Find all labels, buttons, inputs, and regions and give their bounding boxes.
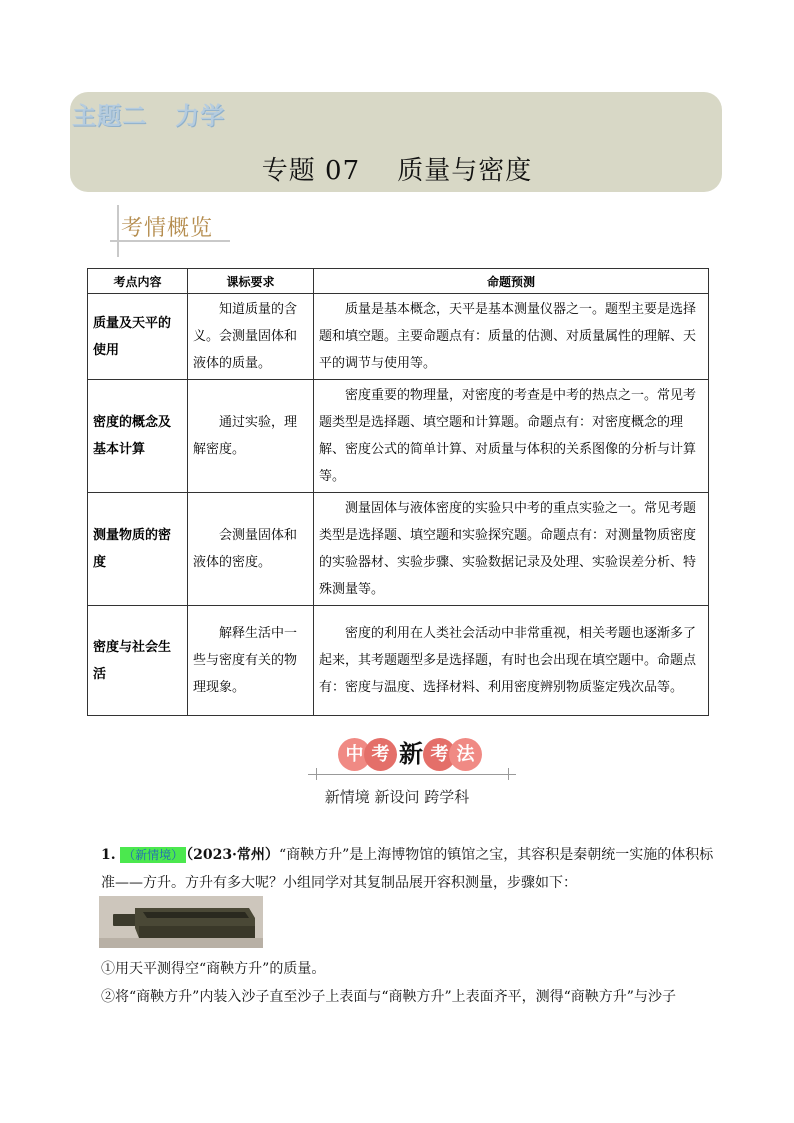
badge-xin: 新 xyxy=(399,740,423,768)
cell-point: 测量物质的密度 xyxy=(88,493,188,606)
badge-kao: 考 xyxy=(364,738,397,771)
divider-tick-right xyxy=(508,768,509,780)
question-source: （2023·常州） xyxy=(186,847,279,863)
cell-requirement xyxy=(188,380,314,493)
question-text: “商鞅方升”是上海博物馆的镇馆之宝，其容积是秦朝统一实施的体积标准——方升。方升有多大呢？小组同学对其复制品展开容积测量，步骤如下： xyxy=(101,847,714,891)
overview-decor-vertical xyxy=(117,205,119,257)
prediction-text: 测量固体与液体密度的实验只中考的重点实验之一。常见考题类型是选择题、填空题和实验探究题。命题点有：对测量物质密度的实验器材、实验步骤、实验数据记录及处理、实验误差分析、特殊测量等。 xyxy=(319,501,697,597)
question-steps xyxy=(101,955,721,1011)
requirement-text: 会测量固体和液体的密度。 xyxy=(193,528,298,570)
page-title: 专题 07 质量与密度 xyxy=(261,156,533,186)
cell-requirement xyxy=(188,493,314,606)
prediction-text: 质量是基本概念，天平是基本测量仪器之一。题型主要是选择题和填空题。主要命题点有：质量的估测、对质量属性的理解、天平的调节与使用等。 xyxy=(319,302,697,371)
step-2: ②将“商鞅方升”内装入沙子直至沙子上表面与“商鞅方升”上表面齐平，测得“商鞅方升”与沙子 xyxy=(101,989,676,1005)
cell-point: 密度的概念及基本计算 xyxy=(88,380,188,493)
requirement-text: 知道质量的含义。会测量固体和液体的质量。 xyxy=(193,302,298,371)
cell-point: 密度与社会生活 xyxy=(88,606,188,716)
badge-fa: 法 xyxy=(449,738,482,771)
fangsheng-illustration xyxy=(99,896,263,948)
cell-prediction xyxy=(314,294,709,380)
table-row xyxy=(88,294,709,380)
question-number: 1. xyxy=(101,847,116,863)
badge-kao-2: 考 xyxy=(423,738,456,771)
requirement-text: 通过实验，理解密度。 xyxy=(193,415,298,457)
step-1: ①用天平测得空“商鞅方升”的质量。 xyxy=(101,961,326,977)
topic-label: 主题二 力学 xyxy=(72,102,226,130)
prediction-text: 密度重要的物理量，对密度的考查是中考的热点之一。常见考题类型是选择题、填空题和计算题。命题点有：对密度概念的理解、密度公式的简单计算、对质量与体积的关系图像的分析与计算等。 xyxy=(319,388,697,484)
divider-tick-left xyxy=(316,768,317,780)
exam-overview-table xyxy=(87,268,709,716)
table-header-row xyxy=(88,269,709,294)
shang-yang-fangsheng-image xyxy=(99,896,263,948)
question-tag: （新情境） xyxy=(120,847,186,863)
cell-prediction xyxy=(314,493,709,606)
table-row xyxy=(88,606,709,716)
cell-requirement xyxy=(188,606,314,716)
requirement-text: 解释生活中一些与密度有关的物理现象。 xyxy=(193,626,298,695)
header-prediction: 命题预测 xyxy=(314,269,709,294)
cell-requirement xyxy=(188,294,314,380)
prediction-text: 密度的利用在人类社会活动中非常重视，相关考题也逐渐多了起来，其考题题型多是选择题，有时也会出现在填空题中。命题点有：密度与温度、选择材料、利用密度辨别物质鉴定残次品等。 xyxy=(319,626,697,695)
table-row xyxy=(88,380,709,493)
cell-prediction xyxy=(314,380,709,493)
cell-point: 质量及天平的使用 xyxy=(88,294,188,380)
cell-prediction xyxy=(314,606,709,716)
badge-zhong: 中 xyxy=(338,738,371,771)
header-requirement: 课标要求 xyxy=(188,269,314,294)
question-1 xyxy=(101,841,716,897)
overview-heading: 考情概览 xyxy=(121,216,214,241)
divider-line xyxy=(308,774,516,775)
header-point: 考点内容 xyxy=(88,269,188,294)
table-row xyxy=(88,493,709,606)
newmethod-subtitle: 新情境 新设问 跨学科 xyxy=(324,788,470,806)
